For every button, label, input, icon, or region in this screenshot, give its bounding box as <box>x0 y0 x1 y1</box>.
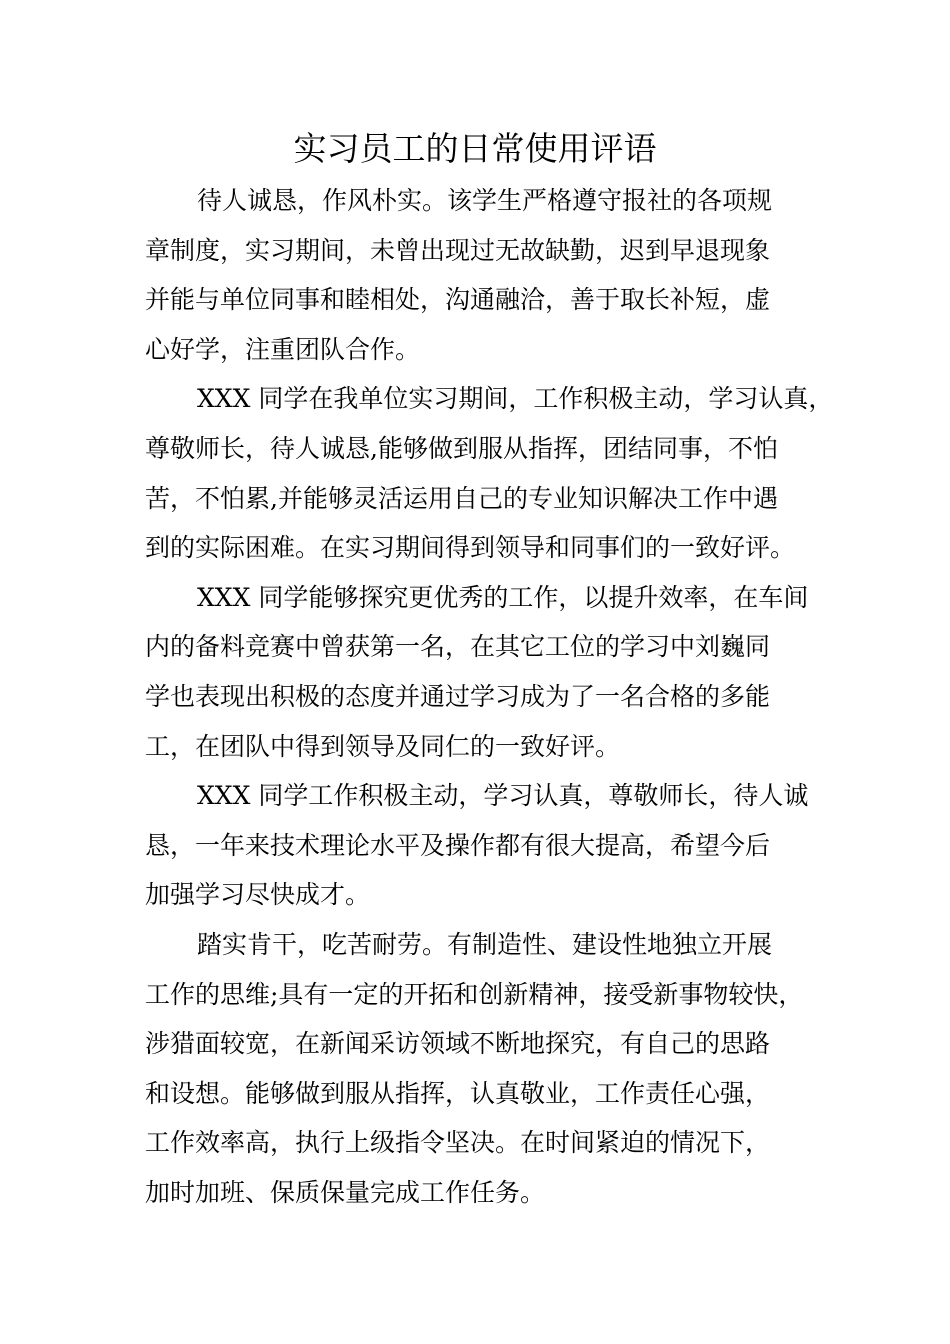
paragraph-line: 恳，一年来技术理论水平及操作都有很大提高，希望今后 <box>145 830 771 860</box>
paragraph-line: 待人诚恳，作风朴实。该学生严格遵守报社的各项规 <box>197 186 773 215</box>
paragraph-line: 到的实际困难。在实习期间得到领导和同事们的一致好评。 <box>145 533 796 563</box>
paragraph-line: 章制度，实习期间，未曾出现过无故缺勤，迟到早退现象 <box>145 235 771 265</box>
paragraph-1 <box>145 176 829 374</box>
paragraph-line: 心好学，注重团队合作。 <box>145 334 421 364</box>
paragraph-2 <box>145 374 834 572</box>
paragraph-line: 和设想。能够做到服从指挥，认真敬业，工作责任心强， <box>145 1078 771 1108</box>
paragraph-line: XXX 同学在我单位实习期间，工作积极主动，学习认真， <box>197 384 834 414</box>
paragraph-line: 尊敬师长，待人诚恳,能够做到服从指挥，团结同事，不怕 <box>145 433 778 463</box>
document-title: 实习员工的日常使用评语 <box>293 129 657 168</box>
paragraph-line: 加强学习尽快成才。 <box>145 880 371 910</box>
paragraph-line: 踏实肯干，吃苦耐劳。有制造性、建设性地独立开展 <box>197 929 773 959</box>
paragraph-line: 并能与单位同事和睦相处，沟通融洽，善于取长补短，虚 <box>145 285 771 315</box>
paragraph-line: XXX 同学能够探究更优秀的工作，以提升效率，在车间 <box>197 582 809 612</box>
paragraph-4 <box>145 771 829 920</box>
paragraph-line: 工作的思维;具有一定的开拓和创新精神，接受新事物较快， <box>145 979 804 1009</box>
paragraph-line: 内的备料竞赛中曾获第一名，在其它工位的学习中刘巍同 <box>145 632 771 662</box>
paragraph-line: XXX 同学工作积极主动，学习认真，尊敬师长，待人诚 <box>197 781 809 811</box>
paragraph-3 <box>145 573 829 771</box>
paragraph-line: 学也表现出积极的态度并通过学习成为了一名合格的多能 <box>145 681 771 711</box>
paragraph-line: 加时加班、保质保量完成工作任务。 <box>145 1177 546 1207</box>
document-body <box>145 176 834 1217</box>
paragraph-5 <box>145 920 829 1218</box>
paragraph-line: 工作效率高，执行上级指令坚决。在时间紧迫的情况下， <box>145 1128 771 1158</box>
paragraph-line: 涉猎面较宽，在新闻采访领域不断地探究，有自己的思路 <box>145 1029 771 1059</box>
paragraph-line: 苦，不怕累,并能够灵活运用自己的专业知识解决工作中遇 <box>145 483 778 513</box>
paragraph-line: 工，在团队中得到领导及同仁的一致好评。 <box>145 731 621 761</box>
